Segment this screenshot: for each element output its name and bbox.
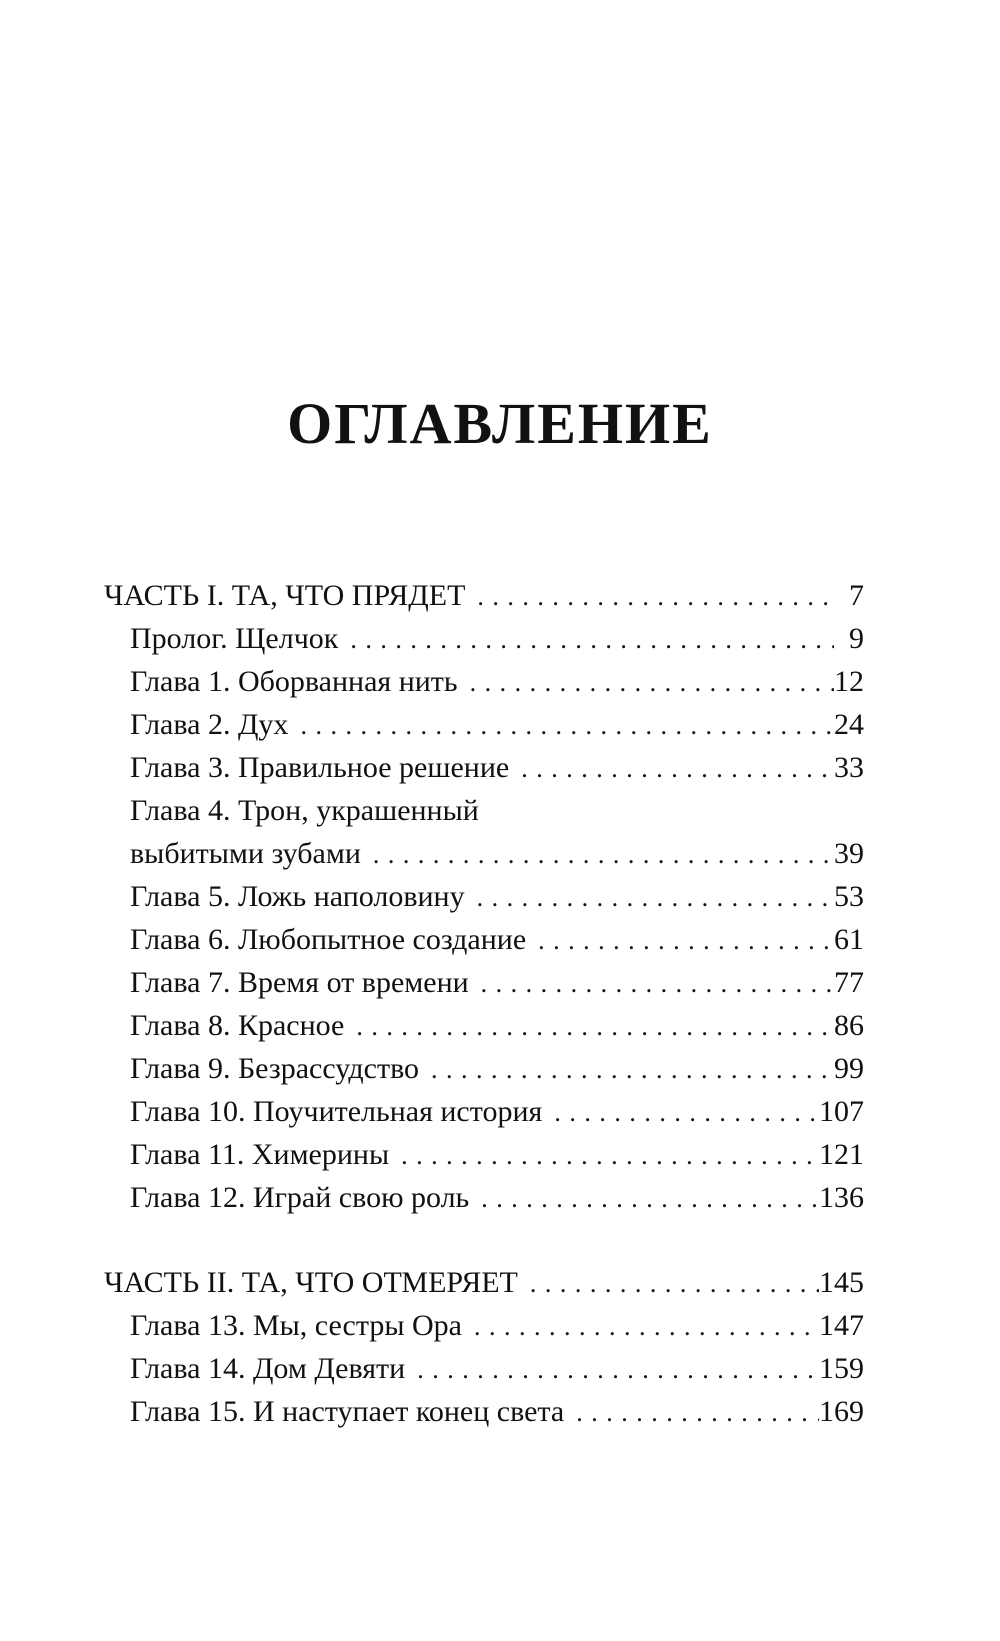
toc-page-number: 77 [834, 966, 864, 999]
toc-entry-label: Глава 13. Мы, сестры Ора [130, 1309, 462, 1342]
toc-page-number: 145 [819, 1266, 864, 1299]
toc-entry-label: Пролог. Щелчок [130, 622, 339, 655]
toc-entry-label: Глава 9. Безрассудство [130, 1052, 420, 1085]
dot-leader [469, 1179, 819, 1219]
toc-entry-label: Глава 4. Трон, украшенный [130, 794, 479, 827]
toc-page-number: 86 [834, 1009, 864, 1042]
dot-leader [462, 1307, 819, 1347]
toc-entry-label: Глава 10. Поучительная история [130, 1095, 543, 1128]
toc-page-number: 12 [834, 665, 864, 698]
toc-page-number: 61 [834, 923, 864, 956]
toc-entry-chapter-3 [130, 748, 864, 788]
toc-page-number: 107 [819, 1095, 864, 1128]
toc-entry-chapter-4-line-1 [130, 791, 864, 831]
toc-page-number: 169 [819, 1395, 864, 1428]
dot-leader [526, 921, 834, 961]
dot-leader [458, 663, 834, 703]
dot-leader [338, 620, 834, 660]
toc-page-number: 39 [834, 837, 864, 870]
toc-page-number: 24 [834, 708, 864, 741]
dot-leader [564, 1393, 819, 1433]
toc-entry-label: Глава 5. Ложь наполовину [130, 880, 465, 913]
toc-entry-chapter-2 [130, 705, 864, 745]
toc-page-number: 136 [819, 1181, 864, 1214]
toc-page-number: 147 [819, 1309, 864, 1342]
toc-page-number: 7 [849, 579, 864, 612]
dot-leader [344, 1007, 834, 1047]
toc-entry-chapter-11 [130, 1135, 864, 1175]
toc-page-number: 121 [819, 1138, 864, 1171]
toc-entry-label: Глава 14. Дом Девяти [130, 1352, 406, 1385]
toc-page-number: 33 [834, 751, 864, 784]
toc-entry-chapter-15 [130, 1392, 864, 1432]
toc-entry-label: Глава 12. Играй свою роль [130, 1181, 470, 1214]
toc-page-number: 159 [819, 1352, 864, 1385]
toc-entry-label: ЧАСТЬ II. ТА, ЧТО ОТМЕРЯЕТ [104, 1266, 518, 1299]
page-title: ОГЛАВЛЕНИЕ [287, 391, 713, 456]
toc-entry-label: ЧАСТЬ I. ТА, ЧТО ПРЯДЕТ [104, 579, 466, 612]
toc-page-number: 99 [834, 1052, 864, 1085]
toc-entry-label: Глава 2. Дух [130, 708, 289, 741]
toc-entry-label: выбитыми зубами [130, 837, 361, 870]
toc-entry-label: Глава 6. Любопытное создание [130, 923, 527, 956]
toc-entry-label: Глава 3. Правильное решение [130, 751, 510, 784]
toc-entry-chapter-7 [130, 963, 864, 1003]
dot-leader [518, 1264, 819, 1304]
toc-page-number: 53 [834, 880, 864, 913]
toc-entry-chapter-9 [130, 1049, 864, 1089]
toc-entry-prologue [130, 619, 864, 659]
toc-entry-label: Глава 11. Химерины [130, 1138, 390, 1171]
toc-entry-chapter-10 [130, 1092, 864, 1132]
toc-entry-label: Глава 8. Красное [130, 1009, 345, 1042]
toc-entry-chapter-5 [130, 877, 864, 917]
toc-page-number: 9 [849, 622, 864, 655]
toc-entry-chapter-8 [130, 1006, 864, 1046]
dot-leader [419, 1050, 834, 1090]
toc-part-2 [104, 1263, 864, 1303]
dot-leader [389, 1136, 819, 1176]
dot-leader [469, 964, 834, 1004]
toc-entry-label: Глава 7. Время от времени [130, 966, 469, 999]
toc-entry-chapter-13 [130, 1306, 864, 1346]
toc-entry-chapter-12 [130, 1178, 864, 1218]
dot-leader [542, 1093, 819, 1133]
toc-entry-chapter-4-line-2 [130, 834, 864, 874]
toc-entry-chapter-14 [130, 1349, 864, 1389]
toc-entry-chapter-1 [130, 662, 864, 702]
toc-entry-label: Глава 1. Оборванная нить [130, 665, 458, 698]
dot-leader [405, 1350, 819, 1390]
dot-leader [509, 749, 834, 789]
dot-leader [361, 835, 834, 875]
dot-leader [288, 706, 834, 746]
toc-entry-chapter-6 [130, 920, 864, 960]
toc-part-1 [104, 576, 864, 616]
dot-leader [465, 878, 834, 918]
toc-entry-label: Глава 15. И наступает конец света [130, 1395, 565, 1428]
dot-leader [465, 577, 834, 617]
